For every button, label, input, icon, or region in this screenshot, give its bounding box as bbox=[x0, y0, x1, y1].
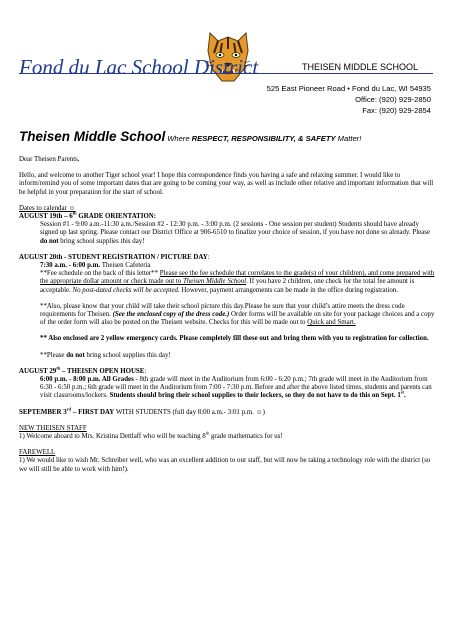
fee-paragraph: **Fee schedule on the back of this letter** Please see the fee schedule that correlates to the grade(s) of your children), and come prepared with the appropriate dollar amount or check made out to Theisen Middle School. If you have 2 children, one check for the total fee amount is acceptable. No post-dated checks will be accepted. However, payment arrangements can be made in the office during registration. bbox=[40, 270, 435, 294]
registration-heading: AUGUST 20th - STUDENT REGISTRATION / PICTURE DAY: bbox=[19, 253, 210, 261]
intro-paragraph: Hello, and welcome to another Tiger school year! I hope this correspondence finds you having a safe and relaxing summer. I would like to inform/remind you of some important dates that are going to be coming your way, as well as include other relative and important information that will be helpful in your preparation for the start of school. bbox=[19, 172, 434, 196]
dates-label: Dates to calendar ☺ bbox=[19, 204, 76, 212]
emergency-cards-note: ** Also enclosed are 2 yellow emergency cards. Please completely fill these out and bring them with you to registration for collection. bbox=[40, 335, 429, 343]
address-block bbox=[267, 83, 431, 116]
greeting: Dear Theisen Parents, bbox=[19, 156, 80, 163]
school-title: Theisen Middle School bbox=[19, 129, 166, 144]
orientation-details: Session #1 - 9:00 a.m.-11:30 a.m./Session #2 - 12:30 p.m. - 3:00 p.m. (2 sessions - One session per student) Students should have already signed up last spring. Please contact our District Office at 906-6510 to finalize your choice of session, if you have not done so already. Please do not bring school supplies this day! bbox=[40, 221, 430, 245]
address-line: 525 East Pioneer Road • Fond du Lac, WI 54935 bbox=[266, 84, 431, 93]
orientation-heading: AUGUST 19th – 6th GRADE ORIENTATION: bbox=[19, 210, 157, 221]
motto: Where RESPECT, RESPONSIBILITY, & SAFETY Matter! bbox=[167, 134, 362, 143]
first-day-line: SEPTEMBER 3rd – FIRST DAY WITH STUDENTS (full day 8:00 a.m.- 3:01 p.m. ☺) bbox=[19, 406, 265, 416]
fax-number: Fax: (920) 929-2854 bbox=[362, 106, 431, 115]
office-phone: Office: (920) 929-2850 bbox=[355, 95, 431, 104]
registration-time: 7:30 a.m. - 6:00 p.m. Theisen Cafeteria bbox=[40, 262, 151, 270]
new-staff-label: NEW THEISEN STAFF bbox=[19, 424, 87, 432]
letter-body bbox=[19, 156, 435, 474]
new-staff-text: 1) Welcome aboard to Mrs. Kristina Dettlaff who will be teaching 8th grade mathematics for us! bbox=[19, 430, 283, 441]
supplies-note: **Please do not bring school supplies this day! bbox=[40, 351, 171, 359]
open-house-details: 6:00 p.m. - 8:00 p.m. All Grades - 8th grade will meet in the Auditorium from 6:00 - 6:20 p.m.; 7th grade will meet in the Auditorium from 6:30 - 6:50 p.m.; 6th grade will meet in the Auditorium from 7:00 - 7:30 p.m. Before and after the above listed times, students and parents can visit classrooms/lockers. Students should bring their school supplies to their lockers, so they do not have to do this on Sept. 1st. bbox=[40, 376, 432, 400]
school-motto-heading bbox=[19, 129, 362, 144]
open-house-heading: AUGUST 29th – THEISEN OPEN HOUSE: bbox=[19, 365, 147, 375]
school-name-header: THEISEN MIDDLE SCHOOL bbox=[302, 62, 419, 72]
district-name: Fond du Lac School District bbox=[19, 55, 259, 79]
header-divider bbox=[19, 73, 433, 74]
picture-paragraph: **Also, please know that your child will take their school picture this day.Please be sure that your child’s attire meets the dress code requirements for Theisen. (See the enclosed copy of the dress code.) Order forms will be available on site for your package choices and a copy of the order form will also be posted on the Theisen website. Checks for this will be made out to Quick and Smart. bbox=[40, 302, 435, 327]
farewell-label: FAREWELL bbox=[19, 449, 56, 457]
farewell-text: 1) We would like to wish Mr. Schreiber well, who was an excellent addition to our staff, but will now be taking a technology role with the district (so we will still be able to work with him!). bbox=[19, 457, 431, 473]
